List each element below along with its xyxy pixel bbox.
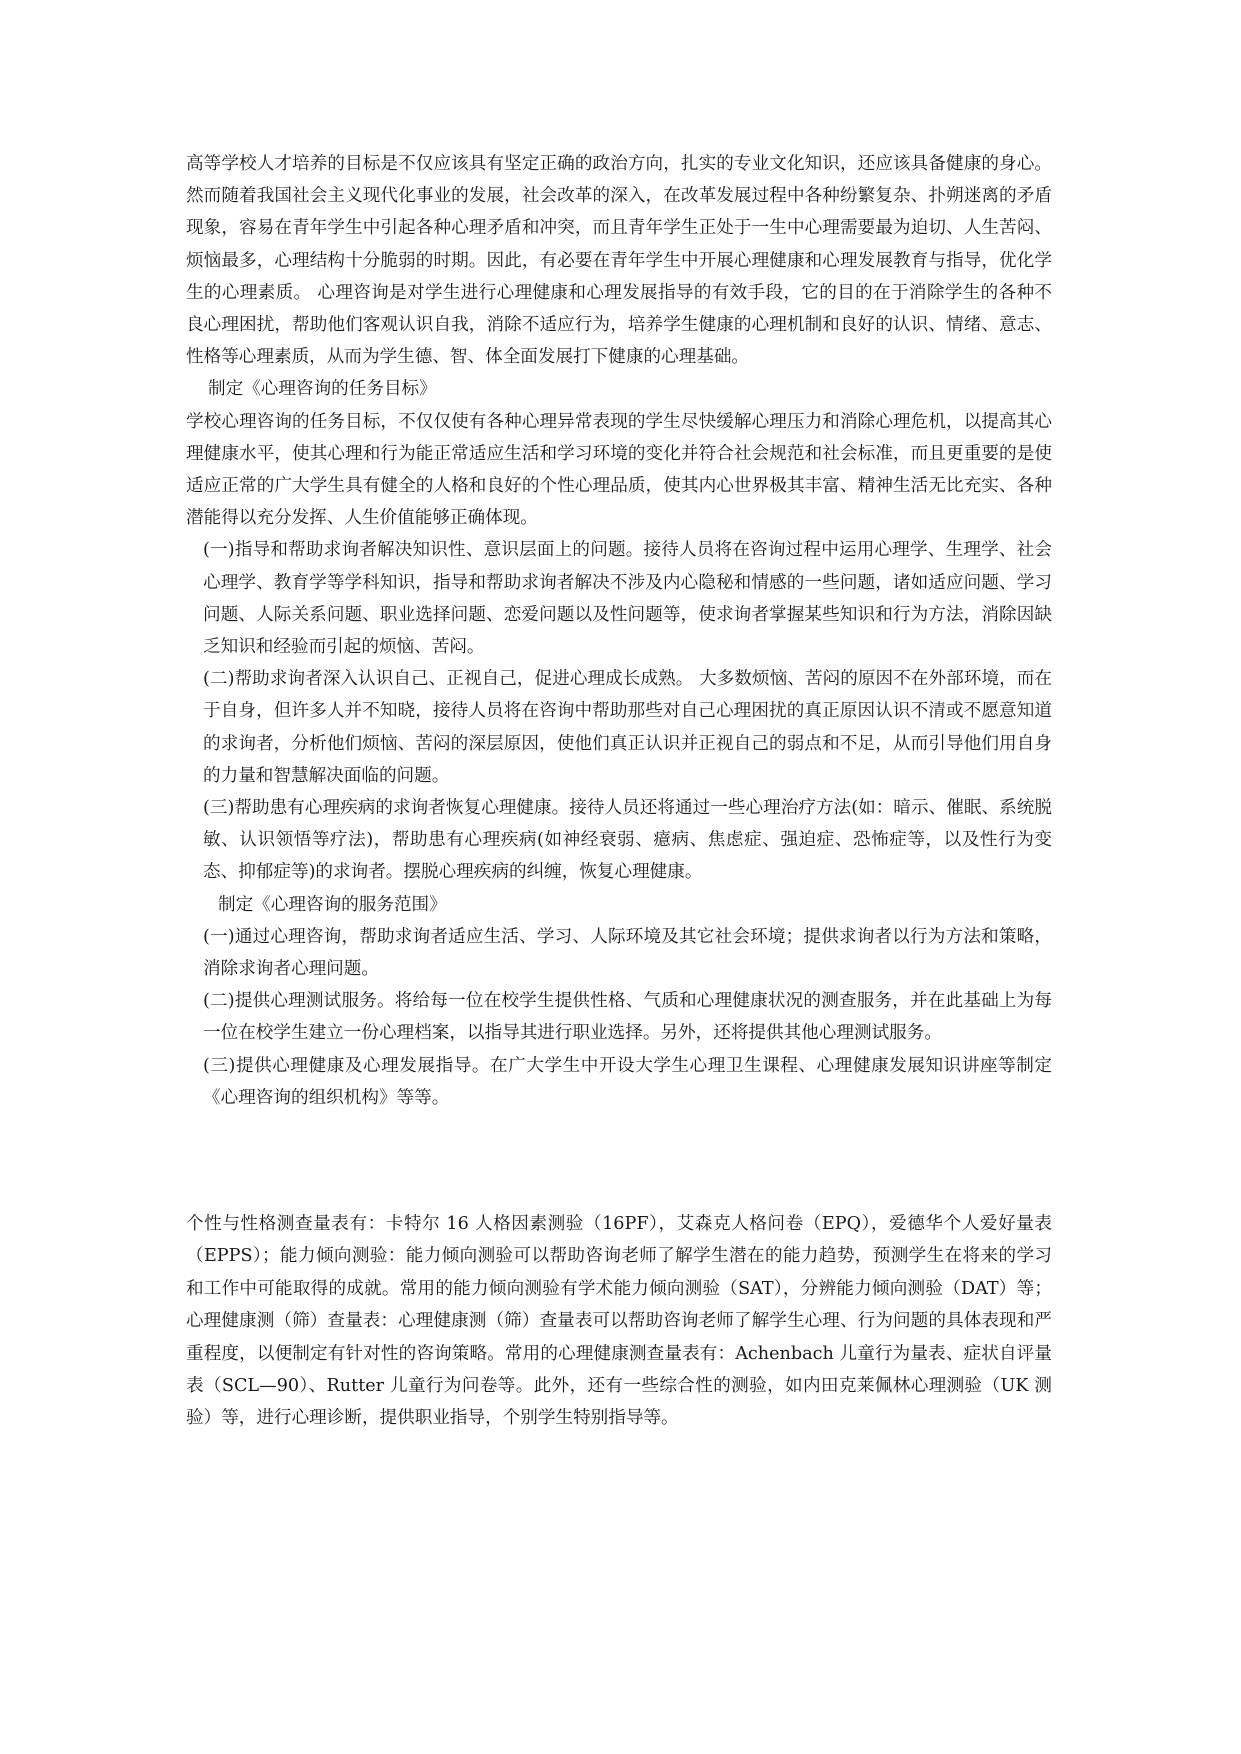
goal-item-3: (三)帮助患有心理疾病的求询者恢复心理健康。接待人员还将通过一些心理治疗方法(如：暗示、催眠、系统脱敏、认识领悟等疗法)，帮助患有心理疾病(如神经衰弱、癔病、焦虑症、强迫症、恐怖症等，以及性行为变态、抑郁症等)的求询者。摆脱心理疾病的纠缠，恢复心理健康。: [203, 798, 1052, 883]
goal-item-2: (二)帮助求询者深入认识自己、正视自己，促进心理成长成熟。 大多数烦恼、苦闷的原因不在外部环境，而在于自身，但许多人并不知晓，接待人员将在咨询中帮助那些对自己心理困扰的真正原因认识不清或不愿意知道的求询者，分析他们烦恼、苦闷的深层原因，使他们真正认识并正视自己的弱点和不足，从而引导他们用自身的力量和智慧解决面临的问题。: [203, 669, 1052, 786]
goals-heading: 制定《心理咨询的任务目标》: [208, 379, 437, 400]
main-text-block: [186, 148, 1052, 1114]
scope-item-1: (一)通过心理咨询，帮助求询者适应生活、学习、人际环境及其它社会环境；提供求询者以行为方法和策略，消除求询者心理问题。: [203, 926, 1052, 980]
scope-heading: 制定《心理咨询的服务范围》: [218, 894, 447, 915]
tests-paragraph: 个性与性格测查量表有：卡特尔 16 人格因素测验（16PF），艾森克人格问卷（EPQ），爱德华个人爱好量表（EPPS）；能力倾向测验：能力倾向测验可以帮助咨询老师了解学生潜在的能力趋势，预测学生在将来的学习和工作中可能取得的成就。常用的能力倾向测验有学术能力倾向测验（SAT），分辨能力倾向测验（DAT）等；心理健康测（筛）查量表：心理健康测（筛）查量表可以帮助咨询老师了解学生心理、行为问题的具体表现和严重程度，以便制定有针对性的咨询策略。常用的心理健康测查量表有：Achenbach 儿童行为量表、症状自评量表（SCL—90）、Rutter 儿童行为问卷等。此外，还有一些综合性的测验，如内田克莱佩林心理测验（UK 测验）等，进行心理诊断，提供职业指导，个别学生特别指导等。: [186, 1214, 1052, 1429]
scope-item-3: (三)提供心理健康及心理发展指导。在广大学生中开设大学生心理卫生课程、心理健康发展知识讲座等制定《心理咨询的组织机构》等等。: [203, 1055, 1052, 1108]
scope-item-2: (二)提供心理测试服务。将给每一位在校学生提供性格、气质和心理健康状况的测查服务，并在此基础上为每一位在校学生建立一份心理档案，以指导其进行职业选择。另外，还将提供其他心理测试服务。: [203, 991, 1052, 1044]
tests-text-block: [186, 1208, 1052, 1435]
goals-intro-paragraph: 学校心理咨询的任务目标，不仅仅使有各种心理异常表现的学生尽快缓解心理压力和消除心理危机，以提高其心理健康水平，使其心理和行为能正常适应生活和学习环境的变化并符合社会规范和社会标准，而且更重要的是使适应正常的广大学生具有健全的人格和良好的个性心理品质，使其内心世界极其丰富、精神生活无比充实、各种潜能得以充分发挥、人生价值能够正确体现。: [186, 411, 1052, 529]
intro-paragraph: 高等学校人才培养的目标是不仅应该具有坚定正确的政治方向，扎实的专业文化知识，还应该具备健康的身心。然而随着我国社会主义现代化事业的发展，社会改革的深入，在改革发展过程中各种纷繁复杂、扑朔迷离的矛盾现象，容易在青年学生中引起各种心理矛盾和冲突，而且青年学生正处于一生中心理需要最为迫切、人生苦闷、烦恼最多，心理结构十分脆弱的时期。因此，有必要在青年学生中开展心理健康和心理发展教育与指导，优化学生的心理素质。 心理咨询是对学生进行心理健康和心理发展指导的有效手段，它的目的在于消除学生的各种不良心理困扰，帮助他们客观认识自我，消除不适应行为，培养学生健康的心理机制和良好的认识、情绪、意志、性格等心理素质，从而为学生德、智、体全面发展打下健康的心理基础。: [186, 154, 1052, 368]
goal-item-1: (一)指导和帮助求询者解决知识性、意识层面上的问题。接待人员将在咨询过程中运用心理学、生理学、社会心理学、教育学等学科知识，指导和帮助求询者解决不涉及内心隐秘和情感的一些问题，诸如适应问题、学习问题、人际关系问题、职业选择问题、恋爱问题以及性问题等，使求询者掌握某些知识和行为方法，消除因缺乏知识和经验而引起的烦恼、苦闷。: [203, 540, 1052, 658]
